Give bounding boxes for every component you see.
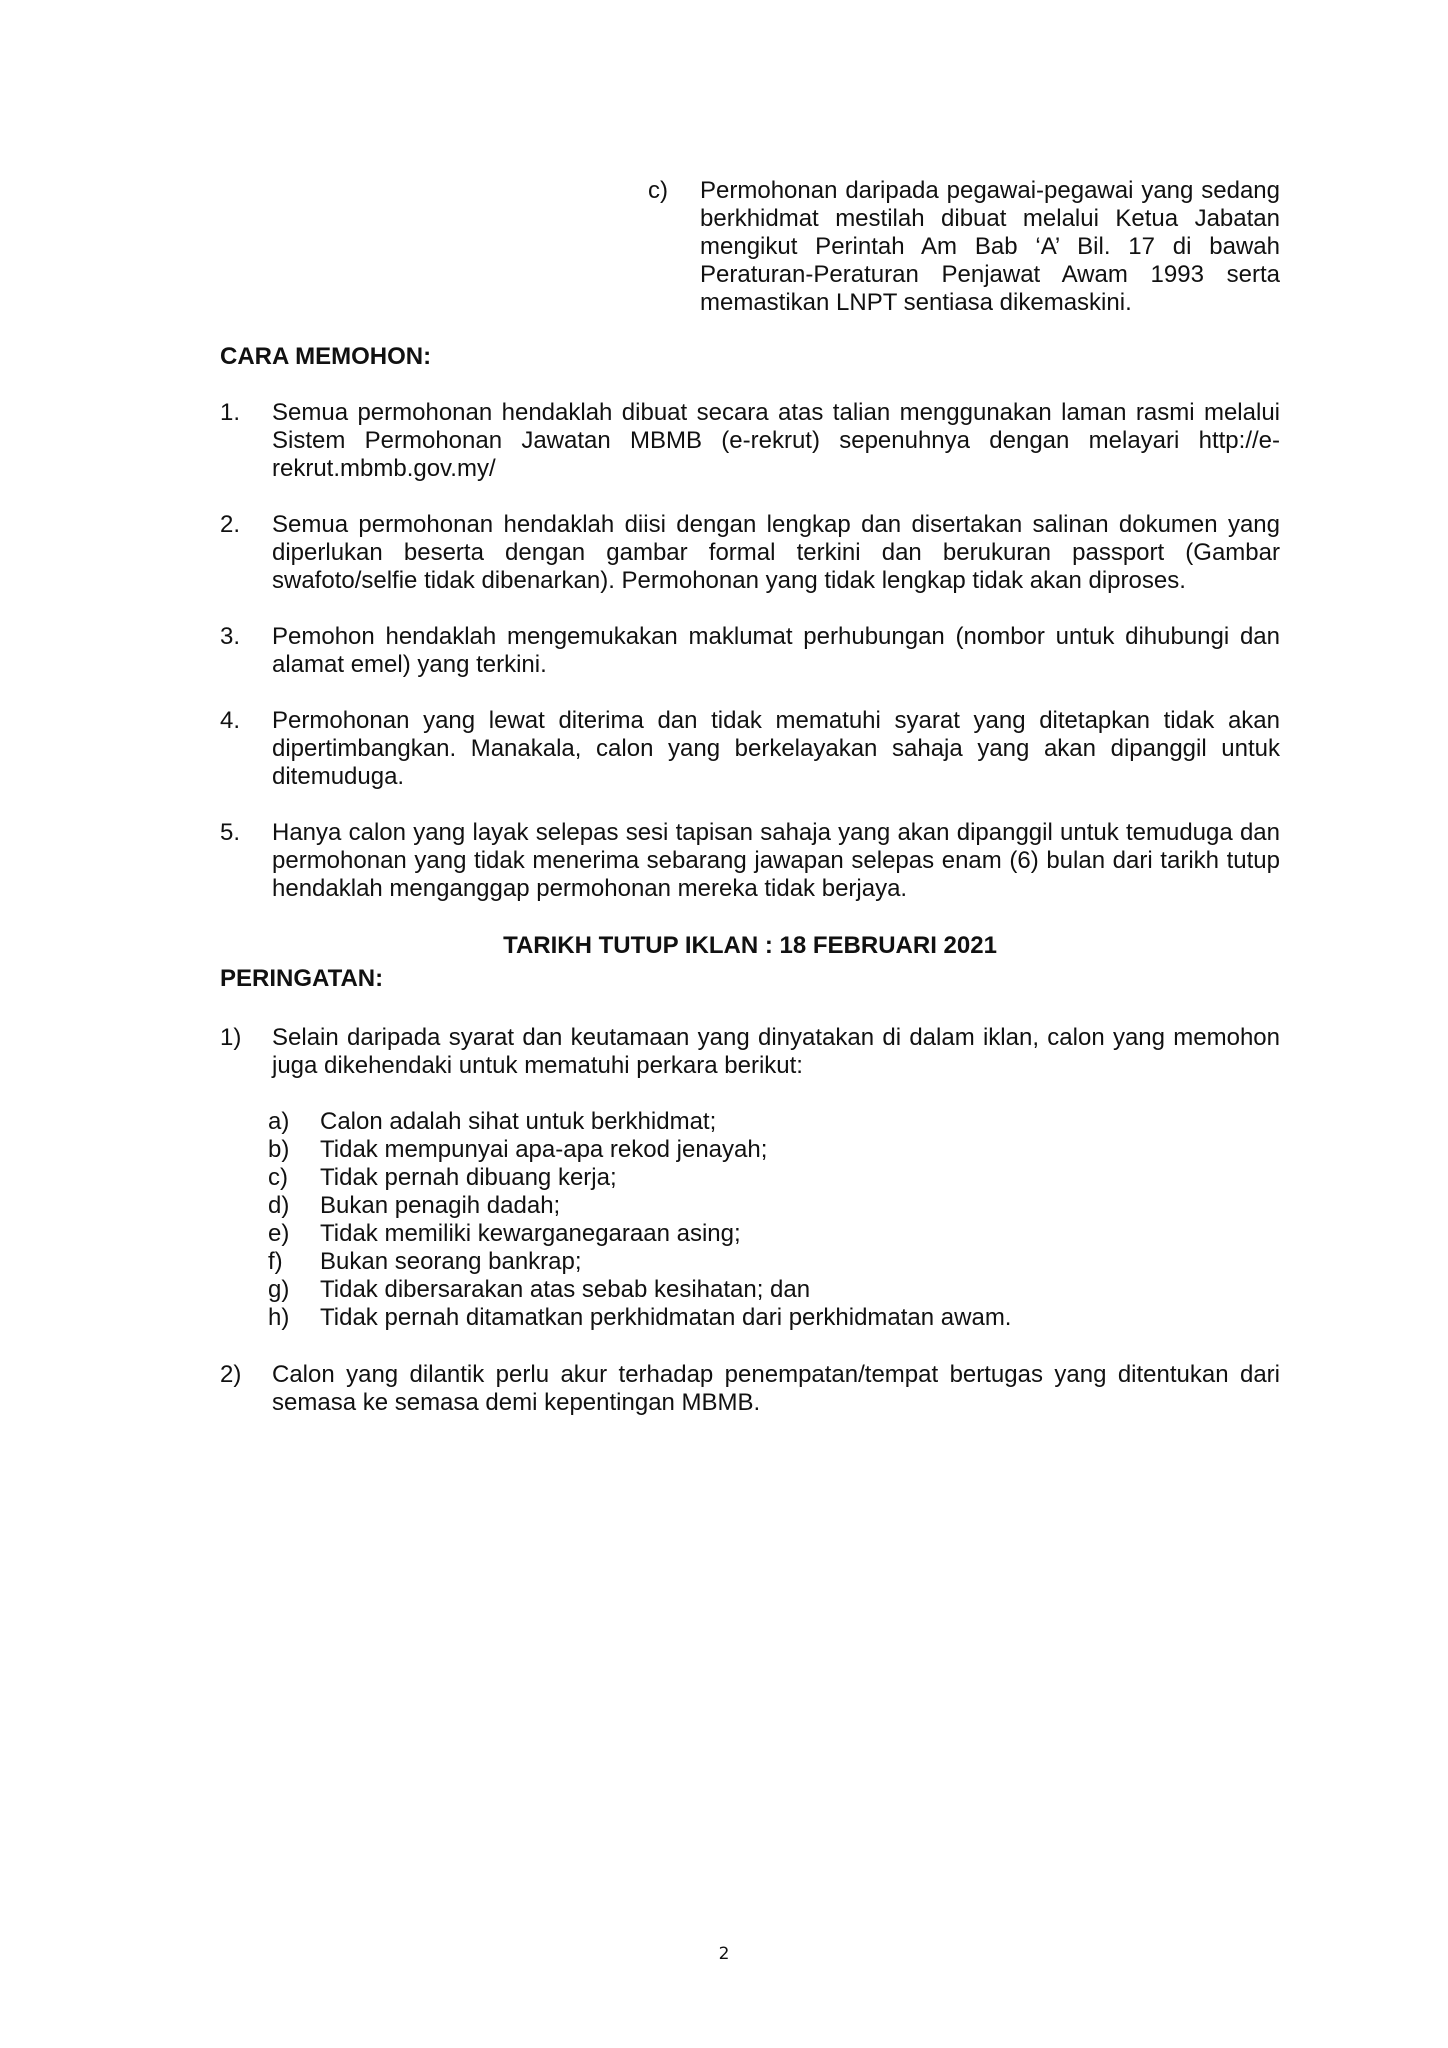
item-number: 1) [220,1024,242,1051]
list-item [268,1108,1268,1136]
item-label: c) [268,1164,288,1191]
item-label: e) [268,1220,290,1247]
item-number: 2) [220,1361,242,1388]
requirements-sublist [268,1108,1268,1332]
item-text: Selain daripada syarat dan keutamaan yang dinyatakan di dalam iklan, calon yang memohon juga dikehendaki untuk mematuhi perkara berikut: [272,1024,1280,1079]
item-label: h) [268,1304,290,1331]
item-text: Tidak pernah ditamatkan perkhidmatan dari perkhidmatan awam. [320,1304,1012,1331]
list-item [220,1361,1280,1417]
list-item [268,1276,1268,1304]
list-item [268,1164,1268,1192]
item-text: Hanya calon yang layak selepas sesi tapisan sahaja yang akan dipanggil untuk temuduga dan permohonan yang tidak menerima sebarang jawapan selepas enam (6) bulan dari tarikh tutup hendaklah menganggap permohonan mereka tidak berjaya. [272,819,1280,902]
list-item [268,1220,1268,1248]
list-item [220,707,1280,791]
item-text: Semua permohonan hendaklah diisi dengan lengkap dan disertakan salinan dokumen yang diperlukan beserta dengan gambar formal terkini dan berukuran passport (Gambar swafoto/selfie tidak dibenarkan). Permohonan yang tidak lengkap tidak akan diproses. [272,511,1280,594]
item-text: Semua permohonan hendaklah dibuat secara atas talian menggunakan laman rasmi melalui Sistem Permohonan Jawatan MBMB (e-rekrut) sepenuhnya dengan melayari http://e-rekrut.mbmb.gov.my/ [272,399,1280,482]
reminder-item-1 [220,1024,1280,1080]
item-label: d) [268,1192,290,1219]
item-text: Bukan penagih dadah; [320,1192,561,1219]
item-text: Pemohon hendaklah mengemukakan maklumat perhubungan (nombor untuk dihubungi dan alamat emel) yang terkini. [272,623,1280,678]
item-number: 5. [220,819,241,846]
item-number: 3. [220,623,241,650]
application-steps-list [220,399,1280,903]
item-label: a) [268,1108,290,1135]
item-text: Tidak pernah dibuang kerja; [320,1164,617,1191]
list-item [268,1248,1268,1276]
item-number: 4. [220,707,241,734]
page-number: 2 [718,1944,730,1964]
list-item [268,1304,1268,1332]
item-text: Calon yang dilantik perlu akur terhadap penempatan/tempat bertugas yang ditentukan dari semasa ke semasa demi kepentingan MBMB. [272,1361,1280,1416]
item-text: Permohonan daripada pegawai-pegawai yang sedang berkhidmat mestilah dibuat melalui Ketua Jabatan mengikut Perintah Am Bab ‘A’ Bil. 17 di bawah Peraturan-Peraturan Penjawat Awam 1993 serta memastikan LNPT sentiasa dikemaskini. [700,177,1280,316]
item-text: Calon adalah sihat untuk berkhidmat; [320,1108,717,1135]
item-number: 2. [220,511,241,538]
cara-memohon-heading: CARA MEMOHON: [220,343,432,370]
list-item [268,1136,1268,1164]
list-item [220,623,1280,679]
item-label: f) [268,1248,283,1275]
item-text: Tidak mempunyai apa-apa rekod jenayah; [320,1136,768,1163]
closing-date: TARIKH TUTUP IKLAN : 18 FEBRUARI 2021 [503,932,997,959]
peringatan-heading: PERINGATAN: [220,965,384,992]
item-text: Bukan seorang bankrap; [320,1248,582,1275]
item-label: b) [268,1136,290,1163]
list-item [220,399,1280,483]
item-label: g) [268,1276,290,1303]
list-item [268,1192,1268,1220]
item-number: 1. [220,399,241,426]
list-item [220,819,1280,903]
item-text: Permohonan yang lewat diterima dan tidak mematuhi syarat yang ditetapkan tidak akan dipertimbangkan. Manakala, calon yang berkelayakan sahaja yang akan dipanggil untuk ditemuduga. [272,707,1280,790]
item-text: Tidak dibersarakan atas sebab kesihatan; dan [320,1276,811,1303]
reminder-item-2 [220,1361,1280,1417]
list-item [220,511,1280,595]
item-label: c) [648,177,668,204]
item-text: Tidak memiliki kewarganegaraan asing; [320,1220,741,1247]
list-item [220,1024,1280,1080]
